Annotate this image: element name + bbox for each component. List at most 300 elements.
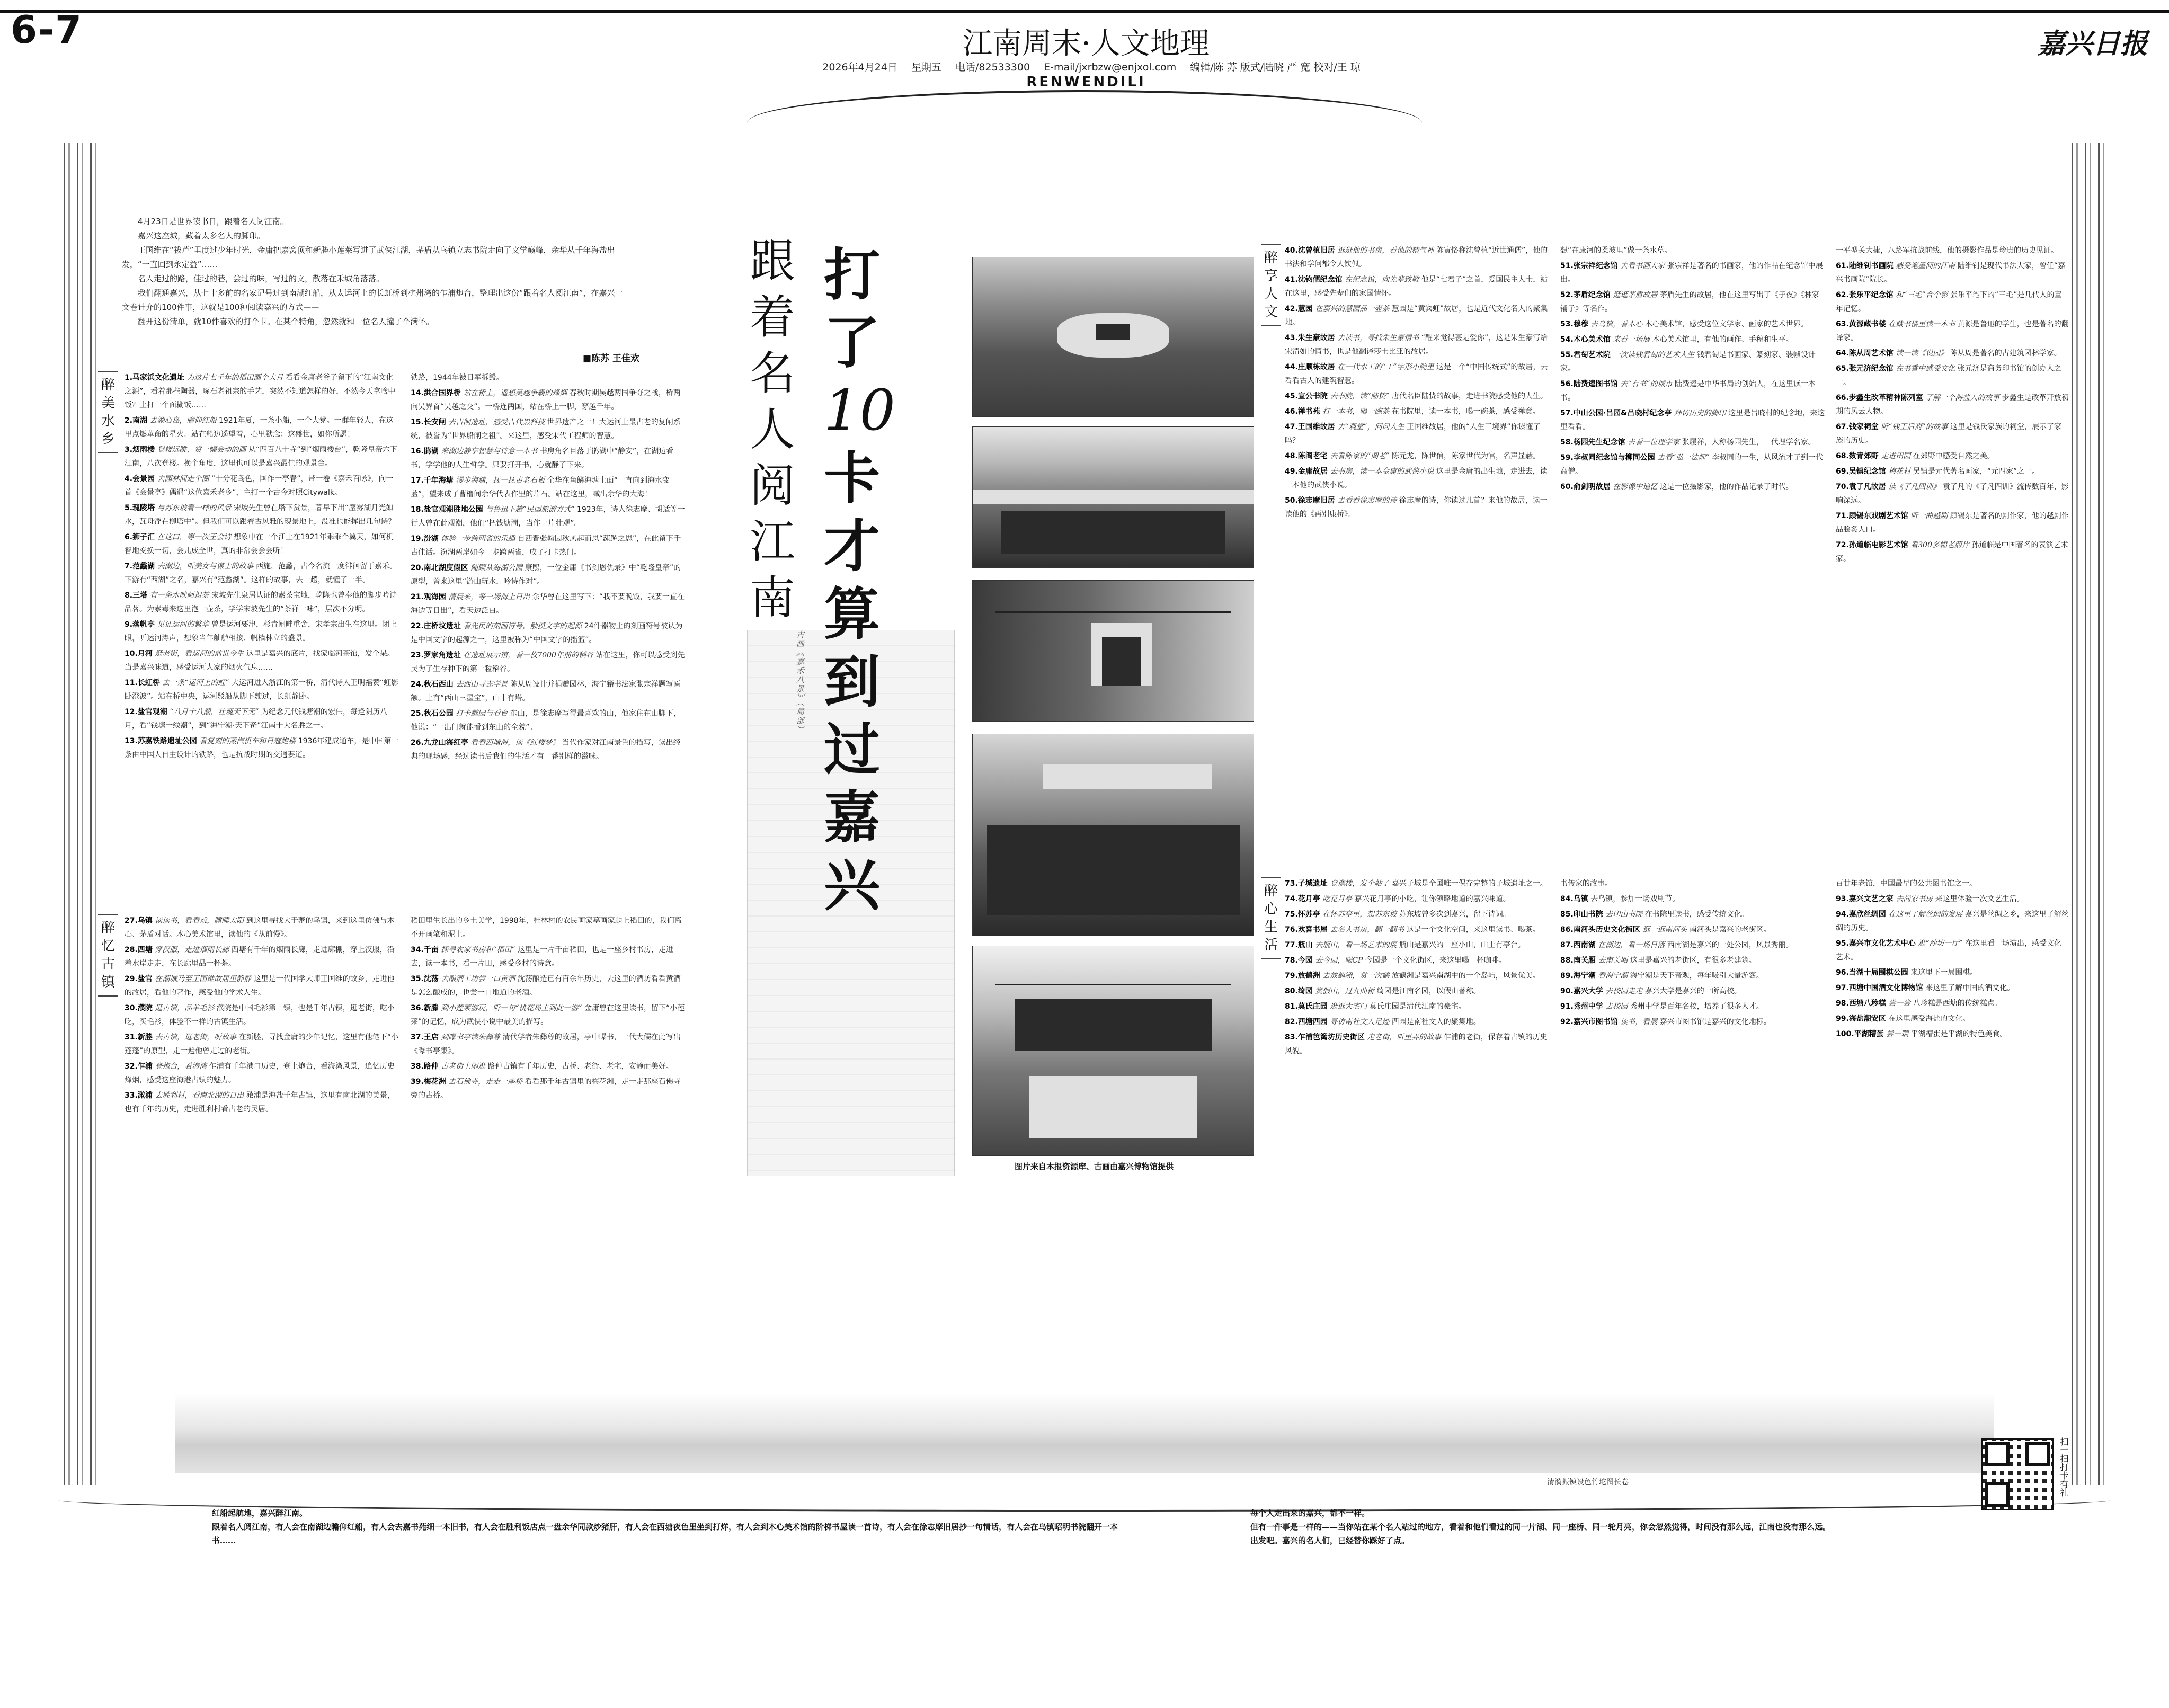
entry-title: 67.钱家祠堂	[1836, 423, 1879, 431]
closing-paragraph: 出发吧。嘉兴的名人们，已经替你踩好了点。	[1250, 1536, 1410, 1545]
entry-title: 4.会景园	[125, 475, 155, 483]
entry-subtitle: 打一本书，喝一碗茶	[1322, 407, 1390, 416]
headline-sub-char: 江	[750, 515, 795, 568]
section-tag-humanities: 醉享人文	[1261, 244, 1281, 326]
entry-subtitle: 登楼远眺，赏一幅会动的画	[157, 446, 246, 454]
entry-body: 陈寅恪称沈曾植“近世通儒”，他的书法和学问都令人钦佩。	[1285, 246, 1548, 269]
section-tag-water-towns: 醉美水乡	[98, 371, 118, 453]
entry-body: 24件器物上的刻画符号被认为是中国文字的起源之一，这里被称为“中国文字的摇篮”。	[411, 622, 683, 644]
list-item	[411, 972, 686, 1000]
entry-subtitle: 去古镇，逛老街，听故事	[155, 1033, 237, 1042]
entry-title: 95.嘉兴市文化艺术中心	[1836, 939, 1916, 948]
entry-title: 77.瓶山	[1285, 941, 1313, 949]
list-item	[1836, 981, 2069, 995]
entry-body: 去乌镇，参加一场戏剧节。	[1590, 895, 1680, 903]
entry-title: 38.路仲	[411, 1062, 439, 1071]
entry-body: 在书院里读书，感受传统文化。	[1644, 910, 1749, 919]
list-item	[411, 1060, 686, 1073]
entry-body: 宋坡先生泉居认证的素茶宝地，乾隆也曾奉他的脚步吟诗品茗。为素毒来这里泡一壶茶，学学宋坡先生的“茶禅一味”，层次不分明。	[125, 591, 397, 613]
panorama-scroll-painting	[175, 1393, 1994, 1473]
headline-sub-char: 名	[750, 347, 795, 400]
column-pinyin: RENWENDILI	[1026, 74, 1146, 90]
entry-title: 50.徐志摩旧居	[1285, 496, 1335, 505]
entries-column-1	[125, 371, 400, 901]
list-item	[1560, 908, 1825, 921]
entry-subtitle: 去看“弘一法师”	[1657, 453, 1710, 462]
headline-char: 卡	[824, 445, 880, 511]
list-item	[1836, 877, 2069, 891]
entry-body: 宋坡先生曾在塔下赏景，暮早下出“麈雾湖月光如水，瓦舟浮在柳塔中”。但我们可以跟着古风雅的现景地上，没准也能挥出几句诗？	[125, 504, 396, 526]
entry-subtitle: 去瓶山，看一场艺术的展	[1315, 941, 1397, 949]
entry-title: 75.怀苏亭	[1285, 910, 1320, 919]
entry-body: 书传家的故事。	[1560, 879, 1612, 888]
list-item	[125, 1001, 400, 1029]
list-item	[411, 1030, 686, 1058]
entry-subtitle: 去看看徐志摩的诗	[1337, 496, 1397, 505]
entry-title: 56.陆费逵图书馆	[1560, 380, 1618, 388]
entry-body: 1936年建成通车，是中国第一条由中国人自主设计的铁路，也是抗战时期的交通要道。	[125, 737, 399, 759]
entry-body: 茅盾先生的故居，他在这里写出了《子夜》《林家铺子》等名作。	[1560, 291, 1819, 313]
closing-text-right	[1250, 1506, 1950, 1547]
entry-body: 张宗祥是著名的书画家，他的作品在纪念馆中展出。	[1560, 262, 1823, 284]
entry-title: 41.沈钧儒纪念馆	[1285, 275, 1343, 284]
entry-body: 这里是一代国学大师王国维的故乡，走进他的故居，看他的著作，感受他的学术人生。	[125, 975, 395, 997]
entry-title: 49.金庸故居	[1285, 467, 1328, 476]
list-item	[125, 618, 400, 645]
entry-title: 46.禅书苑	[1285, 407, 1320, 416]
entry-body: 铁路，1944年被日军拆毁。	[411, 373, 504, 382]
entry-body: 想象中在一个江上在1921年乖乖个翼天，如何机智地变换一切，会儿成全世，真的非常会会会听！	[125, 533, 394, 555]
list-item	[1285, 908, 1550, 921]
entry-body: 他是“七君子”之首，爱国民主人士，站在这里，感受先辈们的家国情怀。	[1285, 275, 1548, 298]
entry-subtitle: 来湖边静享智慧与诗意一本书	[441, 447, 538, 456]
entry-body: 自西晋张翰因秋风起而思“莼鲈之思”，在此留下千古佳话。汾湖两岸如今一步跨两省，成了打卡热门。	[411, 535, 681, 557]
entry-title: 9.落帆亭	[125, 620, 155, 629]
list-item	[125, 943, 400, 971]
entry-title: 39.梅花洲	[411, 1078, 446, 1086]
entry-body: 这里是金庸的出生地，走进去，读一本他的武侠小说。	[1285, 467, 1548, 490]
headline-sub-char: 南	[750, 572, 795, 625]
list-item	[1836, 1027, 2069, 1041]
list-item	[411, 371, 686, 385]
list-item	[411, 474, 686, 501]
entry-body: 沈荡酿造已有百余年历史，去这里的酒坊看看黄酒是怎么酿成的，也尝一口地道的老酒。	[411, 975, 681, 997]
list-item	[411, 707, 686, 734]
list-item	[125, 589, 400, 616]
entry-title: 60.俞剑明故居	[1560, 483, 1611, 491]
list-item	[1836, 966, 2069, 980]
list-item	[1285, 273, 1550, 300]
entry-body: 这里是一片千亩稻田，也是一座乡村书房，走进去，读一本书，看一片田，感受乡村的诗意。	[411, 946, 674, 968]
entry-subtitle: 到小莲莱游玩，听一句“桃花岛主到此一游”	[441, 1004, 582, 1012]
entry-subtitle: 去校园走走	[1605, 987, 1643, 995]
entry-title: 78.今园	[1285, 956, 1313, 965]
entry-title: 76.欢喜书屋	[1285, 926, 1328, 934]
entry-title: 96.当湖十局围棋公园	[1836, 968, 1908, 977]
list-item	[1560, 954, 1825, 967]
list-item	[1560, 259, 1825, 287]
headline-sub-char: 阅	[750, 459, 795, 512]
entry-body: 平湖糟蛋是平湖的特色美食。	[1910, 1030, 2007, 1038]
entry-subtitle: 与苏东坡看一样的风景	[157, 504, 232, 512]
entry-body: 春秋时期吴越两国争夺之战，桥两向吴界首“吴越之交”。一桥连两国，站在桥上一脚，穿越千年。	[411, 389, 681, 411]
list-item	[411, 914, 686, 941]
entries-column-10	[1836, 877, 2069, 1407]
entry-title: 8.三塔	[125, 591, 148, 600]
entry-title: 81.莫氏庄园	[1285, 1002, 1328, 1011]
entry-title: 7.范蠡湖	[125, 562, 155, 571]
entry-title: 84.乌镇	[1560, 895, 1588, 903]
entry-title: 23.罗家角遗址	[411, 651, 461, 660]
headline-sub-char: 跟	[750, 235, 795, 288]
entry-subtitle: 打卡越园与看台	[456, 709, 508, 718]
entry-title: 43.朱生豪故居	[1285, 334, 1335, 342]
entry-subtitle: 读读书，看看戏，睡睡太阳	[155, 917, 244, 925]
list-item	[125, 559, 400, 587]
entry-body: 钱君匋是书画家、篆刻家、装帧设计家。	[1560, 351, 1816, 373]
list-item	[1285, 331, 1550, 359]
list-item	[1560, 938, 1825, 952]
entry-title: 90.嘉兴大学	[1560, 987, 1603, 995]
entry-title: 30.濮院	[125, 1004, 153, 1012]
headline-char: 才	[824, 513, 880, 579]
entry-title: 68.数青郊野	[1836, 452, 1879, 460]
entry-body: 余华曾在这里写下：“我不要晚饭，我要一直在海边等日出”，看天边泛白。	[411, 593, 685, 615]
entry-body: 1921年夏，一条小船，一个大党。一群年轻人，在这里点燃革命的星火。站在船边遥望着，心里默念：这盛世，如你所愿！	[125, 416, 394, 439]
entry-title: 88.南关厢	[1560, 956, 1596, 965]
entry-title: 74.花月亭	[1285, 895, 1320, 903]
paper-logo: 嘉兴日报	[2037, 28, 2148, 60]
entry-title: 63.黄源藏书楼	[1836, 320, 1886, 328]
list-item	[1560, 406, 1825, 434]
photo-south-lake-aerial	[972, 257, 1254, 417]
entry-body: 西园是南社文人的聚集地。	[1391, 1018, 1481, 1026]
contact-email: E-mail/jxrbzw@enjxol.com	[1044, 61, 1177, 73]
entry-title: 48.陈阁老宅	[1285, 452, 1328, 460]
entry-title: 6.狮子汇	[125, 533, 155, 541]
list-item	[1560, 244, 1825, 257]
list-item	[411, 1001, 686, 1029]
list-item	[411, 590, 686, 618]
entry-body: 看看金庸老爷子留下的“江南文化之源”，看着那些陶器，琢石老祖宗的手艺，突然不知道怎样的好，不然今天拿啥中饭？土打一个面糊饭……	[125, 373, 396, 410]
entry-subtitle: 梅花村	[1888, 467, 1911, 476]
entry-title: 93.嘉兴文艺之家	[1836, 895, 1894, 903]
headline-char: 嘉	[824, 784, 880, 850]
section-tag-living: 醉心生活	[1261, 877, 1281, 959]
issue-date: 2026年4月24日	[822, 61, 897, 73]
intro-paragraph: 嘉兴这座城，藏着太多名人的脚印。	[138, 231, 265, 241]
photo-courtyard-gate	[972, 580, 1254, 722]
entry-body: 书房角名目落于鹃湖中“静安”，在湖边看书，学学他的人生哲学。只要打开书，心就静了下来。	[411, 447, 674, 469]
entry-subtitle: 和“三毛”合个影	[1896, 291, 1948, 299]
list-item	[125, 914, 400, 941]
entry-subtitle: 站在桥上，遥想吴越争霸的烽烟	[463, 389, 567, 397]
entry-subtitle: 随顾从海湖公园	[470, 564, 523, 572]
entry-title: 73.子城遗址	[1285, 879, 1328, 888]
entry-body: 瓶山是嘉兴的一座小山，山上有亭台。	[1399, 941, 1525, 949]
headline-char: 算	[824, 581, 880, 647]
entry-subtitle: 逛逛大宅门	[1330, 1002, 1367, 1011]
closing-paragraph: 但有一件事是一样的——当你站在某个名人站过的地方，看着和他们看过的同一片湖、同一座桥、同一轮月亮，你会忽然觉得，时间没有那么远，江南也没有那么远。	[1250, 1522, 1831, 1532]
entry-subtitle: 拜访历史的脚印	[1674, 409, 1726, 417]
entry-subtitle: 看300多幅老照片	[1910, 541, 1969, 549]
headline-char: 兴	[824, 852, 880, 918]
list-item	[125, 1060, 400, 1087]
entry-subtitle: 在书香中感受文化	[1896, 364, 1955, 373]
entry-body: 全华在鱼鳞海塘上面“一直向到海水变蓝”，望来成了曹橹间余华代表作里的片石。站在这里，喊出余华的大海！	[411, 476, 670, 499]
entry-subtitle: 见证运河的繁华	[157, 620, 209, 629]
issue-weekday: 星期五	[911, 61, 941, 73]
entry-title: 53.穆穆	[1560, 320, 1588, 328]
entry-title: 20.南北湖度假区	[411, 564, 468, 572]
entry-body: 在这里看一场演出，感受文化艺术。	[1836, 939, 2062, 962]
list-item	[411, 736, 686, 763]
entry-body: 当代作家对江南景色的描写，读出经典的现场感，经过读书后我们的生活才有一番别样的滋味。	[411, 739, 681, 761]
entry-subtitle: 看先民的刻画符号，触摸文字的起源	[463, 622, 582, 630]
intro-paragraph: 名人走过的路，佳过的巷，尝过的味，写过的文，散落在禾城角落落。	[138, 274, 385, 283]
entry-body: 为纪念元代钱塘潮的宏伟，每逢阴历八月，看“钱塘一线潮”，到“海宁潮·天下奇”江南十大名胜之一。	[125, 708, 388, 730]
contact-phone: 电话/82533300	[955, 61, 1030, 73]
entry-subtitle: 去名人书房，翻一翻书	[1330, 926, 1404, 934]
entry-body: 路仲古镇有千年历史，古桥、老街、老宅，安静而美好。	[487, 1062, 673, 1071]
entry-title: 35.沈荡	[411, 975, 439, 983]
entry-body: 吴镇是元代著名画家，“元四家”之一。	[1913, 467, 2040, 476]
entry-subtitle: 听“钱王后裔”的故事	[1881, 423, 1948, 431]
closing-paragraph: 红船起航地，嘉兴醉江南。	[212, 1508, 308, 1518]
photo-go-board-pavilion	[972, 946, 1254, 1156]
entry-title: 94.嘉欣丝绸园	[1836, 910, 1886, 919]
entry-body: 想“在康河的柔波里”做一条水草。	[1560, 246, 1672, 255]
headline-char: 过	[824, 716, 880, 782]
book-edge-left	[77, 143, 83, 1485]
list-item	[1836, 420, 2069, 448]
list-item	[125, 443, 400, 470]
scroll-painting-note: 古画《嘉禾八景》（局部）	[795, 630, 805, 735]
entry-body: 这里是嘉兴的底片，找家临河茶馆，发个呆。当是嘉兴味道，感受运河人家的烟火气息……	[125, 650, 395, 672]
entry-title: 17.千年海塘	[411, 476, 454, 485]
list-item	[411, 561, 686, 589]
qr-caption: 扫一扫打卡有礼	[2059, 1437, 2069, 1497]
list-item	[1836, 244, 2069, 257]
entry-subtitle: 吃花月亭	[1322, 895, 1353, 903]
entry-title: 62.张乐平纪念馆	[1836, 291, 1894, 299]
list-item	[1836, 1012, 2069, 1026]
entry-title: 11.长虹桥	[125, 679, 160, 687]
entry-title: 59.李叔同纪念馆与柳同公园	[1560, 453, 1655, 462]
list-item	[1285, 360, 1550, 388]
list-item	[125, 647, 400, 674]
photo-water-town-village	[972, 734, 1254, 936]
byline: ■陈苏 王佳欢	[583, 353, 639, 364]
entry-body: 澉浦是海盐千年古镇，这里有南北湖的美景，也有千年的历史，走进胜利村看古老的民居。	[125, 1091, 395, 1114]
entry-title: 34.千亩	[411, 946, 439, 954]
entry-subtitle: 去湖边，听美女与谋士的故事	[157, 562, 254, 571]
entry-body: 西南湖是嘉兴的一处公园，风景秀丽。	[1667, 941, 1793, 949]
entry-body: 在郊野中感受自然之美。	[1913, 452, 1995, 460]
entry-title: 71.顾锡东戏剧艺术馆	[1836, 512, 1908, 520]
photo-credit: 图片来自本报资源库、古画由嘉兴博物馆提供	[1015, 1162, 1174, 1171]
entry-subtitle: 探寻农家书房和“稻田”	[441, 946, 515, 954]
list-item	[1836, 449, 2069, 463]
top-rule	[0, 10, 2169, 13]
list-item	[1560, 451, 1825, 478]
entry-title: 70.袁了凡故居	[1836, 483, 1886, 491]
list-item	[125, 705, 400, 733]
entry-title: 1.马家浜文化遗址	[125, 373, 185, 382]
entry-subtitle: 感受笔墨间的江南	[1896, 262, 1955, 270]
list-item	[125, 1089, 400, 1116]
entry-body: 顾锡东是著名的剧作家，他的越剧作品脍炙人口。	[1836, 512, 2069, 534]
entry-title: 42.慧园	[1285, 305, 1313, 313]
list-item	[1285, 405, 1550, 419]
entry-subtitle: 在潮城乃至王国维故居里静静	[155, 975, 252, 983]
list-item	[1285, 984, 1550, 998]
entry-body: 在书院里，读一本书，喝一碗茶，感受禅意。	[1391, 407, 1540, 416]
list-item	[411, 415, 686, 443]
entry-subtitle: 去看一位理学家	[1628, 438, 1680, 447]
entry-subtitle: 读书，看展	[1620, 1018, 1658, 1026]
entry-subtitle: 听一曲越剧	[1910, 512, 1948, 520]
entry-title: 31.新塍	[125, 1033, 153, 1042]
entry-title: 25.秋石公园	[411, 709, 454, 718]
headline-char: 打	[824, 242, 880, 308]
list-item	[1836, 391, 2069, 419]
entry-title: 92.嘉兴市图书馆	[1560, 1018, 1618, 1026]
entry-subtitle: 清晨来，等一场海上日出	[448, 593, 530, 601]
entry-body: 1923年，诗人徐志摩、胡适等一行人曾在此观潮，他们“把钱塘潮，当作一片壮观”。	[411, 505, 685, 528]
entry-body: 海宁潮是天下奇观，每年吸引大量游客。	[1630, 972, 1764, 980]
entry-subtitle: “八月十八潮，壮观天下无”	[170, 708, 259, 716]
entry-body: 乍浦的老街，保存着古镇的历史风貌。	[1285, 1033, 1548, 1055]
list-item	[1285, 969, 1550, 983]
list-item	[1285, 877, 1550, 891]
entry-body: 这里是嘉兴的老街区，有很多老建筑。	[1630, 956, 1756, 965]
entry-subtitle: 去古闸遗址，感受古代黑科技	[448, 418, 545, 426]
list-item	[125, 676, 400, 704]
entry-body: 濮院是中国毛衫第一镇，也是千年古镇，逛老街，吃小吃，买毛衫，体验不一样的古镇生活。	[125, 1004, 395, 1026]
closing-paragraph: 每个人走出来的嘉兴，都不一样。	[1250, 1508, 1370, 1518]
list-item	[411, 678, 686, 705]
editor-credits: 编辑/陈 苏 版式/陆晓 严 宽 校对/王 琼	[1190, 61, 1361, 73]
entry-body: 这里是钱氏家族的祠堂，展示了家族的历史。	[1836, 423, 2062, 445]
book-edge-left	[90, 143, 96, 1485]
book-edge-right	[2072, 143, 2078, 1485]
list-item	[1836, 465, 2069, 478]
entry-subtitle: 在这里了解丝绸的发展	[1888, 910, 1963, 919]
book-edge-right	[2085, 143, 2091, 1485]
entry-subtitle: 在一代水工的“工”字形小院里	[1337, 363, 1434, 371]
entry-body: 世界遗产之一！大运河上最古老的复闸系统，被誉为“世界船闸之祖”。来这里，感受宋代工程师的智慧。	[411, 418, 681, 440]
entry-body: 嘉兴是丝绸之乡，来这里了解丝绸的历史。	[1836, 910, 2069, 932]
list-item	[125, 734, 400, 762]
headline-title	[824, 241, 895, 919]
headline-subtitle	[750, 233, 795, 626]
entry-body: 袁了凡的《了凡四训》流传数百年，影响深远。	[1836, 483, 2069, 505]
entry-subtitle: 了解一个海盐人的故事	[1925, 394, 2000, 402]
entry-title: 13.苏嘉铁路遗址公园	[125, 737, 197, 745]
entry-subtitle: 来看一场展	[1613, 335, 1650, 344]
entry-body: 这里是吕晓村的纪念地，来这里看看。	[1560, 409, 1825, 431]
entry-title: 32.乍浦	[125, 1062, 153, 1071]
entry-body: 嘉兴花月亭的小吃，让你领略地道的嘉兴味道。	[1354, 895, 1510, 903]
entry-title: 19.汾湖	[411, 535, 439, 543]
entry-body: “醒来觉得甚是爱你”，这是朱生豪写给宋清如的情书，也是他翻译莎士比亚的故居。	[1285, 334, 1548, 356]
entry-subtitle: 去一条“运河上的虹”	[162, 679, 229, 687]
entry-subtitle: 读一读《说园》	[1896, 349, 1948, 358]
entry-title: 61.陆维钊书画院	[1836, 262, 1894, 270]
section-tag-ancient-towns: 醉忆古镇	[98, 914, 118, 997]
entry-subtitle: 去石佛寺，走走一座桥	[448, 1078, 523, 1086]
entry-subtitle: 逛“沙坊一厅”	[1918, 939, 1963, 948]
header-info	[784, 59, 1399, 74]
list-item	[1285, 420, 1550, 448]
list-item	[1836, 997, 2069, 1010]
entry-title: 85.印山书院	[1560, 910, 1603, 919]
closing-text-left	[212, 1506, 1123, 1547]
entry-title: 16.鹃湖	[411, 447, 439, 456]
entry-body: 张履祥，人称杨园先生，一代理学名家。	[1682, 438, 1816, 447]
entry-subtitle: 在遗址展示馆，看一枚7000年前的稻谷	[463, 651, 593, 660]
entry-body: 来这里了解中国的酒文化。	[1925, 984, 2015, 992]
list-item	[1285, 1030, 1550, 1058]
entry-subtitle: 去读书，寻找朱生豪情书	[1337, 334, 1419, 342]
entries-column-6	[1560, 244, 1825, 858]
entry-body: 徐志摩的诗，你读过几首？来他的故居，读一读他的《再别康桥》。	[1285, 496, 1548, 519]
entry-title: 97.西塘中国酒文化博物馆	[1836, 984, 1923, 992]
entry-body: 放鹤洲是嘉兴南湖中的一个岛屿，风景优美。	[1391, 972, 1540, 980]
entry-title: 57.中山公园·吕园&吕晓村纪念亭	[1560, 409, 1672, 417]
entry-body: 来这里下一局围棋。	[1910, 968, 1978, 977]
entry-title: 64.陈从周艺术馆	[1836, 349, 1894, 358]
entry-subtitle: 尝一颗	[1886, 1030, 1908, 1038]
entry-subtitle: 一次读钱君匋的艺术人生	[1613, 351, 1695, 359]
intro-paragraph: 4月23日是世界读书日，跟着名人阅江南。	[138, 217, 288, 226]
entry-body: 苏东坡曾多次到嘉兴，留下诗词。	[1399, 910, 1510, 919]
entry-body: 这是一位摄影家，他的作品记录了时代。	[1659, 483, 1793, 491]
entry-subtitle: 看海宁潮	[1598, 972, 1628, 980]
entry-title: 55.君匋艺术院	[1560, 351, 1611, 359]
entry-body: 东山，是徐志摩写得最喜欢的山，他家住在山脚下，他说：“一出门就能看到东山的全貌”。	[411, 709, 681, 732]
list-item	[411, 943, 686, 971]
entry-body: 到这里寻找大于蕃的乌镇，来到这里仿佛与木心、茅盾对话。木心美术馆里，读他的《从前慢》。	[125, 917, 395, 939]
list-item	[1285, 389, 1550, 403]
list-item	[1285, 465, 1550, 492]
entry-body: 张乐平笔下的“三毛”是几代人的童年记忆。	[1836, 291, 2062, 313]
entry-subtitle: 去胜利村，看南北湖的日出	[155, 1091, 244, 1100]
entry-title: 40.沈曾植旧居	[1285, 246, 1335, 255]
list-item	[411, 619, 686, 647]
qr-code[interactable]	[1981, 1438, 2054, 1510]
entry-title: 45.宣公书院	[1285, 392, 1328, 401]
entry-title: 12.盐官观潮	[125, 708, 167, 716]
headline-char: 10	[824, 378, 895, 443]
entry-body: 站在这里，你可以感受到先民为了生存种下的第一粒稻谷。	[411, 651, 685, 673]
entry-title: 58.杨园先生纪念馆	[1560, 438, 1625, 447]
entry-subtitle: 登炮台，看海湾	[155, 1062, 207, 1071]
entry-body: 陆费逵是中华书局的创始人，在这里读一本书。	[1560, 380, 1816, 402]
entry-body: 张元济是商务印书馆的创办人之一。	[1836, 364, 2061, 387]
intro-text	[122, 215, 630, 329]
entry-subtitle: 逛古镇，品羊毛衫	[155, 1004, 215, 1012]
entry-title: 54.木心美术馆	[1560, 335, 1611, 344]
entry-body: 看看那千年古镇里的梅花洲，走一走那座石佛寺旁的古桥。	[411, 1078, 681, 1100]
list-item	[1560, 892, 1825, 906]
entry-title: 86.南河头历史文化街区	[1560, 926, 1640, 934]
entry-subtitle: 去印山书院	[1605, 910, 1643, 919]
entry-body: 李叔同的一生，从风流才子到一代高僧。	[1560, 453, 1824, 476]
entry-body: 王国维故居，他的“人生三境界”你读懂了吗？	[1285, 423, 1541, 445]
entry-title: 15.长安闸	[411, 418, 446, 426]
